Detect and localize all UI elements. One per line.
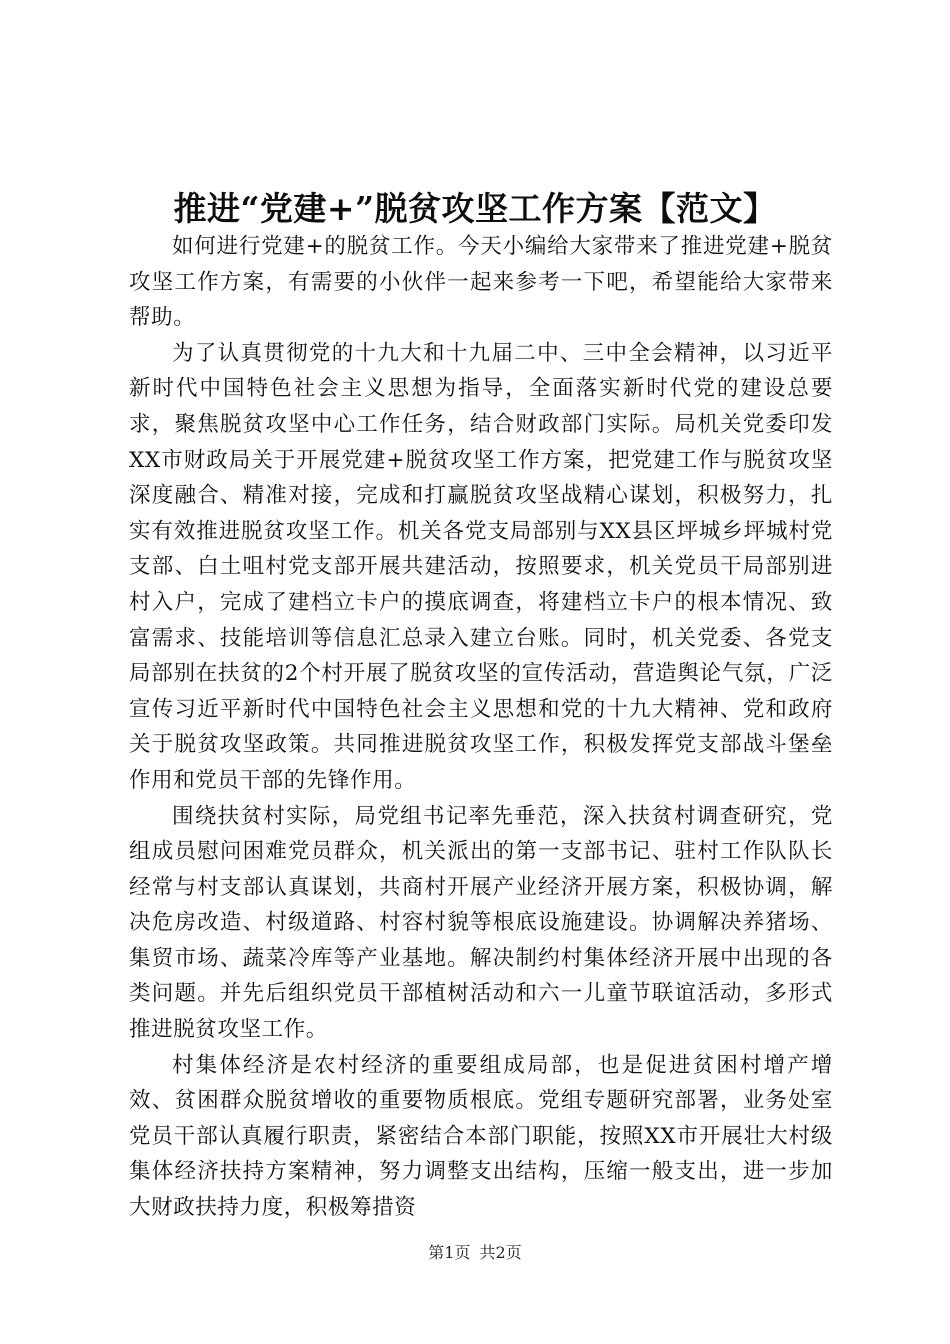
paragraph-collective-economy: 村集体经济是农村经济的重要组成局部，也是促进贫困村增产增效、贫困群众脱贫增收的重要物质根底。党组专题研究部署，业务处室党员干部认真履行职责，紧密结合本部门职能，按照XX市开展壮大村级集体经济扶持方案精神，努力调整支出结构，压缩一般支出，进一步加大财政扶持力度，积极筹措资 <box>129 1052 833 1221</box>
document-body <box>129 229 833 1226</box>
page-footer <box>0 1243 950 1263</box>
page-number: 第1页 <box>428 1243 471 1262</box>
paragraph-poverty-village: 围绕扶贫村实际，局党组书记率先垂范，深入扶贫村调查研究，党组成员慰问困难党员群众，机关派出的第一支部书记、驻村工作队队长经常与村支部认真谋划，共商村开展产业经济开展方案，积极协调，解决危房改造、村级道路、村容村貌等根底设施建设。协调解决养猪场、集贸市场、蔬菜冷库等产业基地。解决制约村集体经济开展中出现的各类问题。并先后组织党员干部植树活动和六一儿童节联谊活动，多形式推进脱贫攻坚工作。 <box>129 803 833 1043</box>
paragraph-intro: 如何进行党建+的脱贫工作。今天小编给大家带来了推进党建+脱贫攻坚工作方案，有需要的小伙伴一起来参考一下吧，希望能给大家带来帮助。 <box>129 234 833 331</box>
page-total: 共2页 <box>479 1243 522 1262</box>
document-title: 推进“党建+”脱贫攻坚工作方案【范文】 <box>173 189 777 228</box>
paragraph-implementation: 为了认真贯彻党的十九大和十九届二中、三中全会精神，以习近平新时代中国特色社会主义思想为指导，全面落实新时代党的建设总要求，聚焦脱贫攻坚中心工作任务，结合财政部门实际。局机关党委印发XX市财政局关于开展党建+脱贫攻坚工作方案，把党建工作与脱贫攻坚深度融合、精准对接，完成和打赢脱贫攻坚战精心谋划，积极努力，扎实有效推进脱贫攻坚工作。机关各党支局部别与XX县区坪城乡坪城村党支部、白土咀村党支部开展共建活动，按照要求，机关党员干局部别进村入户，完成了建档立卡户的摸底调查，将建档立卡户的根本情况、致富需求、技能培训等信息汇总录入建立台账。同时，机关党委、各党支局部别在扶贫的2个村开展了脱贫攻坚的宣传活动，营造舆论气氛，广泛宣传习近平新时代中国特色社会主义思想和党的十九大精神、党和政府关于脱贫攻坚政策。共同推进脱贫攻坚工作，积极发挥党支部战斗堡垒作用和党员干部的先锋作用。 <box>129 340 833 793</box>
